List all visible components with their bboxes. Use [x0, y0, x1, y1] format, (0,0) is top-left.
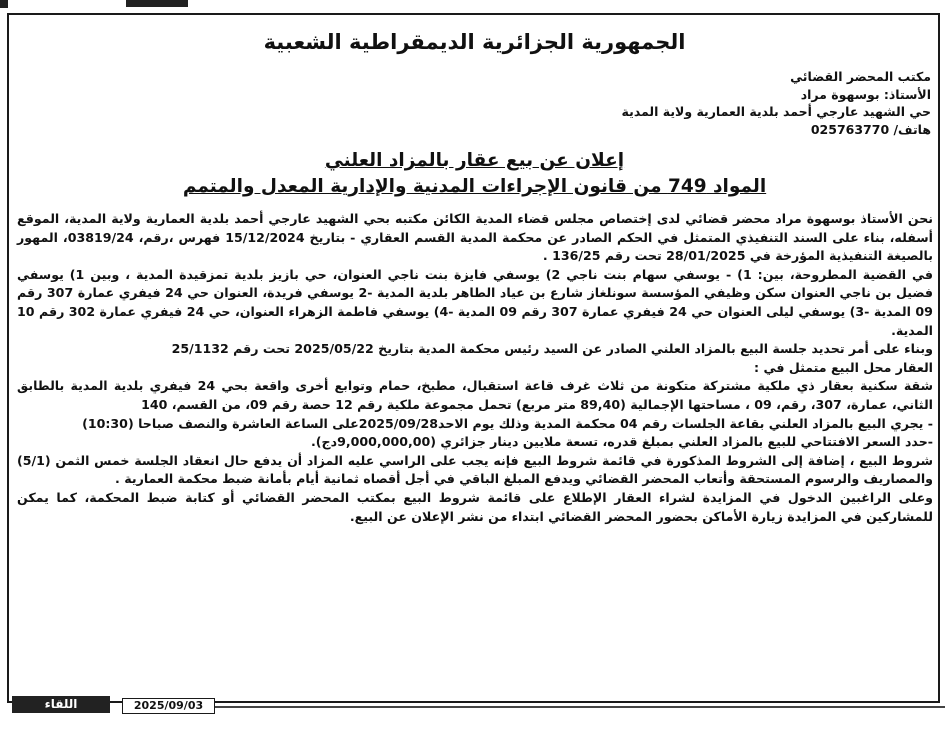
republic-header: الجمهورية الجزائرية الديمقراطية الشعبية — [263, 30, 686, 54]
body-paragraph: شقة سكنية بعقار ذي ملكية مشتركة متكونة من ثلاث غرف قاعة استقبال، مطبخ، حمام وتوابع أخرى واقعة بحي 24 فيفري بلدية المدية بالطابق الثاني، عمارة، 307، رقم، 09 ، مساحتها الإجمالية (89,40 متر مربع) تحمل مجموعة ملكية رقم 12 حصة رقم 09، من القسم، 140 — [17, 378, 933, 412]
top-edge-mark — [0, 0, 8, 8]
publication-date: 2025/09/03 — [122, 698, 215, 714]
announcement-title: إعلان عن بيع عقار بالمزاد العلني — [324, 150, 625, 171]
body-paragraph: العقار محل البيع متمثل في : — [754, 359, 933, 375]
body-paragraph: وبناء على أمر تحديد جلسة البيع بالمزاد العلني الصادر عن السيد رئيس محكمة المدية بتاريخ 2025/05/22 تحت رقم 25/1132 — [171, 341, 933, 357]
body-paragraph: شروط البيع ، إضافة إلى الشروط المذكورة في قائمة شروط البيع فإنه يجب على الراسي عليه المزاد أن يدفع حال انعقاد الجلسة خمس الثمن (5/1) والمصاريف والرسوم المستحقة وأتعاب المحضر القضائي ويدفع المبلغ الباقي في أجل أقصاه ثمانية أيام بأمانة ضبط محكمة العمارية . — [17, 452, 933, 487]
office-name: مكتب المحضر القضائي — [790, 69, 931, 84]
top-edge-mark — [126, 0, 188, 7]
announcement-body — [17, 210, 933, 526]
announcement-subtitle: المواد 749 من قانون الإجراءات المدنية والإدارية المعدل والمتمم — [182, 176, 767, 197]
page-top-edge — [0, 0, 949, 10]
body-paragraph: -حدد السعر الافتتاحي للبيع بالمزاد العلني بمبلغ قدره، تسعة ملايين دينار جزائري (9,000,000,00دج). — [310, 434, 933, 450]
body-paragraph: في القضية المطروحة، بين: 1) - يوسفي سهام بنت ناجي 2) يوسفي فايزة بنت ناجي العنوان، حي بازيز بلدية تمزقيدة المدية ، وبين 1) يوسفي فضيل بن ناجي العنوان سكن وظيفي المؤسسة سونلغاز شارع بن عياد الطاهر بلدية المدية -2 يوسفي فريدة، العنوان حي 24 فيفري عمارة 307 رقم 09 المدية -3) يوسفي ليلى العنوان حي 24 فيفري عمارة 307 رقم 09 المدية -4) يوسفي فاطمة الزهراء العنوان، حي 24 فيفري عمارة 302 رقم 10 المدية. — [17, 266, 933, 338]
body-paragraph: وعلى الراغبين الدخول في المزايدة لشراء العقار الإطلاع على قائمة شروط البيع بمكتب المحضر القضائي أو كتابة ضبط المحكمة، كما يمكن للمشاركين في المزايدة زيارة الأماكن بحضور المحضر القضائي ابتداء من نشر الإعلان عن البيع. — [17, 489, 933, 524]
bailiff-office-block — [431, 68, 931, 138]
body-paragraph: - يجري البيع بالمزاد العلني بقاعة الجلسات رقم 04 محكمة المدية وذلك يوم الاحد2025/09/28على الساعة العاشرة والنصف صباحا (10:30) — [82, 415, 933, 431]
office-phone: هاتف/ 025763770 — [810, 121, 931, 137]
body-paragraph: نحن الأستاذ بوسهوة مراد محضر قضائي لدى إختصاص مجلس قضاء المدية الكائن مكتبه بحي الشهيد عارجي أحمد بلدية العمارية ولاية المدية، الموقع أسفله، بناء على السند التنفيذي المتمثل في الحكم الصادر عن محكمة المدية القسم العقاري - بتاريخ 15/12/2024 فهرس ،رقم، 03819/24، المهور بالصيغة التنفيذية المؤرخة في 28/01/2025 تحت رقم 136/25 . — [17, 211, 933, 264]
footer-rule — [215, 706, 945, 708]
bailiff-name: الأستاذ: بوسهوة مراد — [800, 86, 931, 102]
publication-name: اللقاء — [12, 696, 110, 713]
office-address: حي الشهيد عارجي أحمد بلدية العمارية ولاية المدية — [621, 104, 931, 119]
